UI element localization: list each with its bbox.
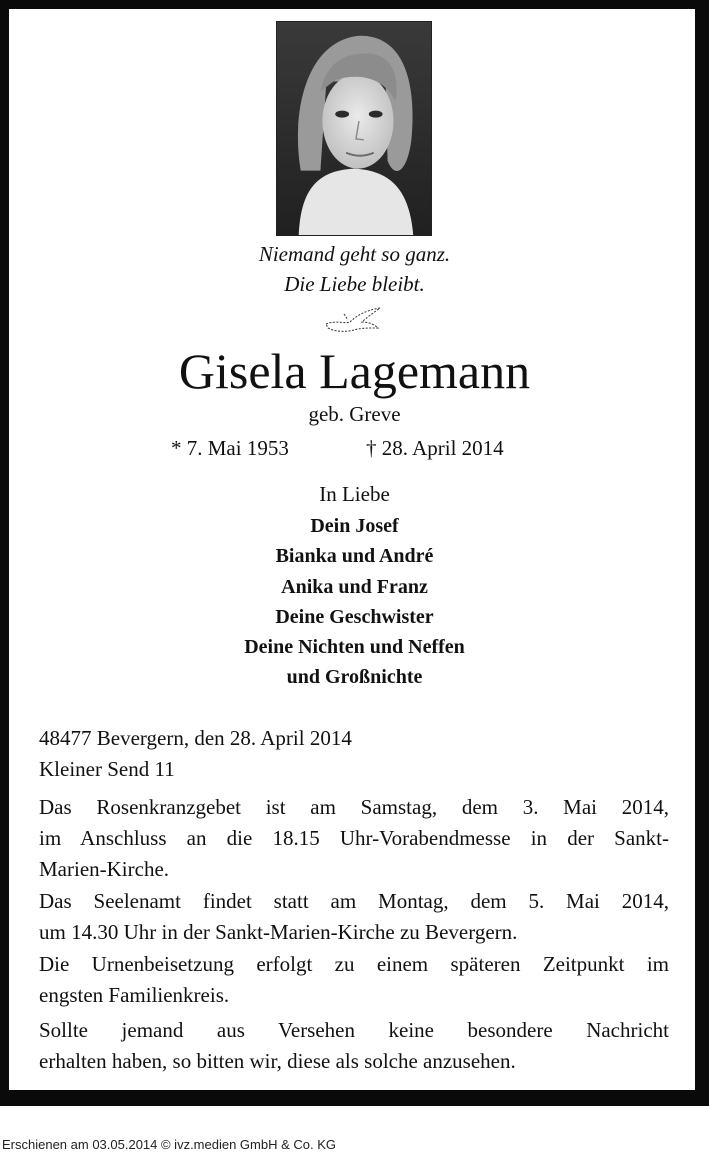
address-block [39,723,669,785]
rosary-line: im Anschluss an die 18.15 Uhr-Vorabendmesse in der Sankt- [39,826,669,850]
mass-line: um 14.30 Uhr in der Sankt-Marien-Kirche zu Bevergern. [39,920,518,944]
notice-paragraph [39,1015,669,1077]
burial-line: Die Urnenbeisetzung erfolgt zu einem späteren Zeitpunkt im [39,952,669,976]
burial-paragraph [39,949,669,1011]
motto-line-2: Die Liebe bleibt. [284,272,425,296]
mourner: Deine Geschwister [275,605,434,628]
mass-paragraph [39,886,669,948]
portrait-photo [276,21,432,236]
notice-line: erhalten haben, so bitten wir, diese als solche anzusehen. [39,1049,516,1073]
burial-line: engsten Familienkreis. [39,983,230,1007]
portrait-image [277,22,431,235]
greeting: In Liebe [319,482,390,506]
rosary-paragraph [39,792,669,885]
mourner: Bianka und André [275,545,434,568]
mourners-list [0,511,709,693]
motto-line-1: Niemand geht so ganz. [258,242,451,266]
mass-line: Das Seelenamt findet statt am Montag, dem 5. Mai 2014, [39,889,669,913]
address-line: Kleiner Send 11 [39,757,175,781]
rosary-line: Marien-Kirche. [39,857,170,881]
mourner: Deine Nichten und Neffen [244,636,465,659]
publication-footer: Erschienen am 03.05.2014 © ivz.medien GmbH & Co. KG [2,1137,337,1152]
mourner: Dein Josef [310,515,399,537]
rosary-line: Das Rosenkranzgebet ist am Samstag, dem 3. Mai 2014, [39,795,669,819]
dove-icon [322,306,384,336]
maiden-name: geb. Greve [308,402,401,426]
mourner: und Großnichte [286,666,423,689]
deceased-name: Gisela Lagemann [178,343,531,399]
birth-date: * 7. Mai 1953 [171,436,289,460]
mourner: Anika und Franz [281,575,428,598]
death-date: † 28. April 2014 [366,436,504,460]
address-line: 48477 Bevergern, den 28. April 2014 [39,726,352,750]
notice-line: Sollte jemand aus Versehen keine besondere Nachricht [39,1018,669,1042]
